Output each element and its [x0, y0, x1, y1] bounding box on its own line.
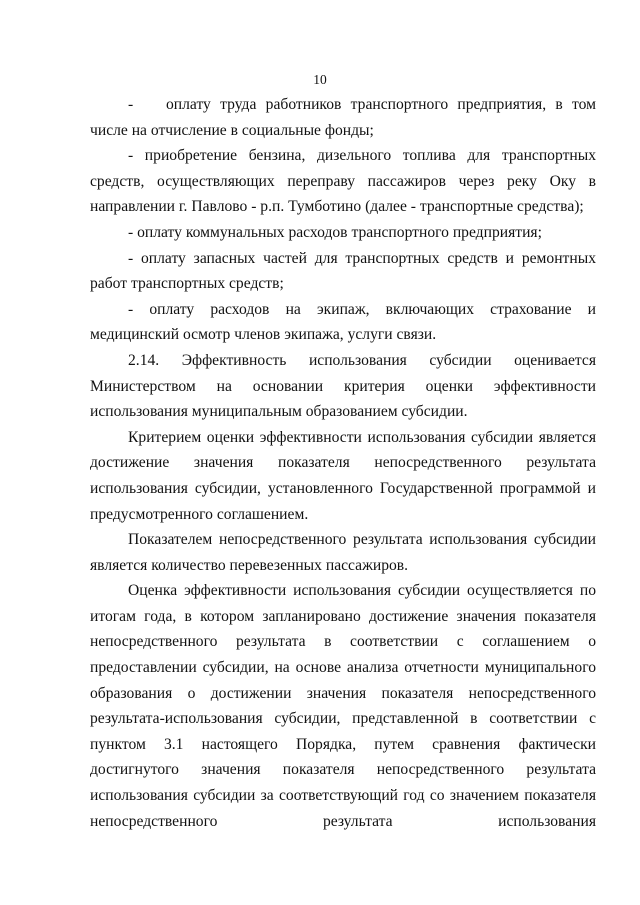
- paragraph-efficiency-criterion: Критерием оценки эффективности использования субсидии является достижение значения показателя непосредственного результата использования субсидии, установленного Государственной программой и предусмотренного соглашением.: [90, 428, 596, 523]
- paragraph-utilities: - оплату коммунальных расходов транспортного предприятия;: [128, 223, 542, 241]
- paragraph-2-14-efficiency: 2.14. Эффективность использования субсидии оценивается Министерством на основании критерия оценки эффективности использования муниципальным образованием субсидии.: [90, 351, 596, 421]
- paragraph-text: оплату труда работников транспортного предприятия, в том числе на отчисление в социальные фонды;: [90, 96, 596, 139]
- paragraph-fuel-purchase: - приобретение бензина, дизельного топлива для транспортных средств, осуществляющих переправу пассажиров через реку Оку в направлении г. Павлово - р.п. Тумботино (далее - транспортные средства);: [90, 147, 596, 216]
- paragraph-crew-expenses: - оплату расходов на экипаж, включающих страхование и медицинский осмотр членов экипажа, услуги связи.: [90, 300, 596, 344]
- paragraph-spare-parts: - оплату запасных частей для транспортных средств и ремонтных работ транспортных средств;: [90, 249, 596, 293]
- page-number: 10: [313, 72, 327, 87]
- paragraph-efficiency-assessment: Оценка эффективности использования субсидии осуществляется по итогам года, в котором запланировано достижение значения показателя непосредственного результата в соответствии с соглашением о предоставлении субсидии, на основе анализа отчетности муниципального образования о достижении значения показателя непосредственного результата-использования субсидии, представленной в соответствии с пунктом 3.1 настоящего Порядка, путем сравнения фактически достигнутого значения показателя непосредственного результата использования субсидии за соответствующий год со значением показателя непосредственного результата использования: [90, 582, 596, 830]
- list-dash: -: [128, 96, 134, 113]
- paragraph-labor-costs: [90, 92, 596, 143]
- paragraph-result-indicator: Показателем непосредственного результата использования субсидии является количество перевезенных пассажиров.: [90, 531, 596, 574]
- document-body: [90, 92, 596, 834]
